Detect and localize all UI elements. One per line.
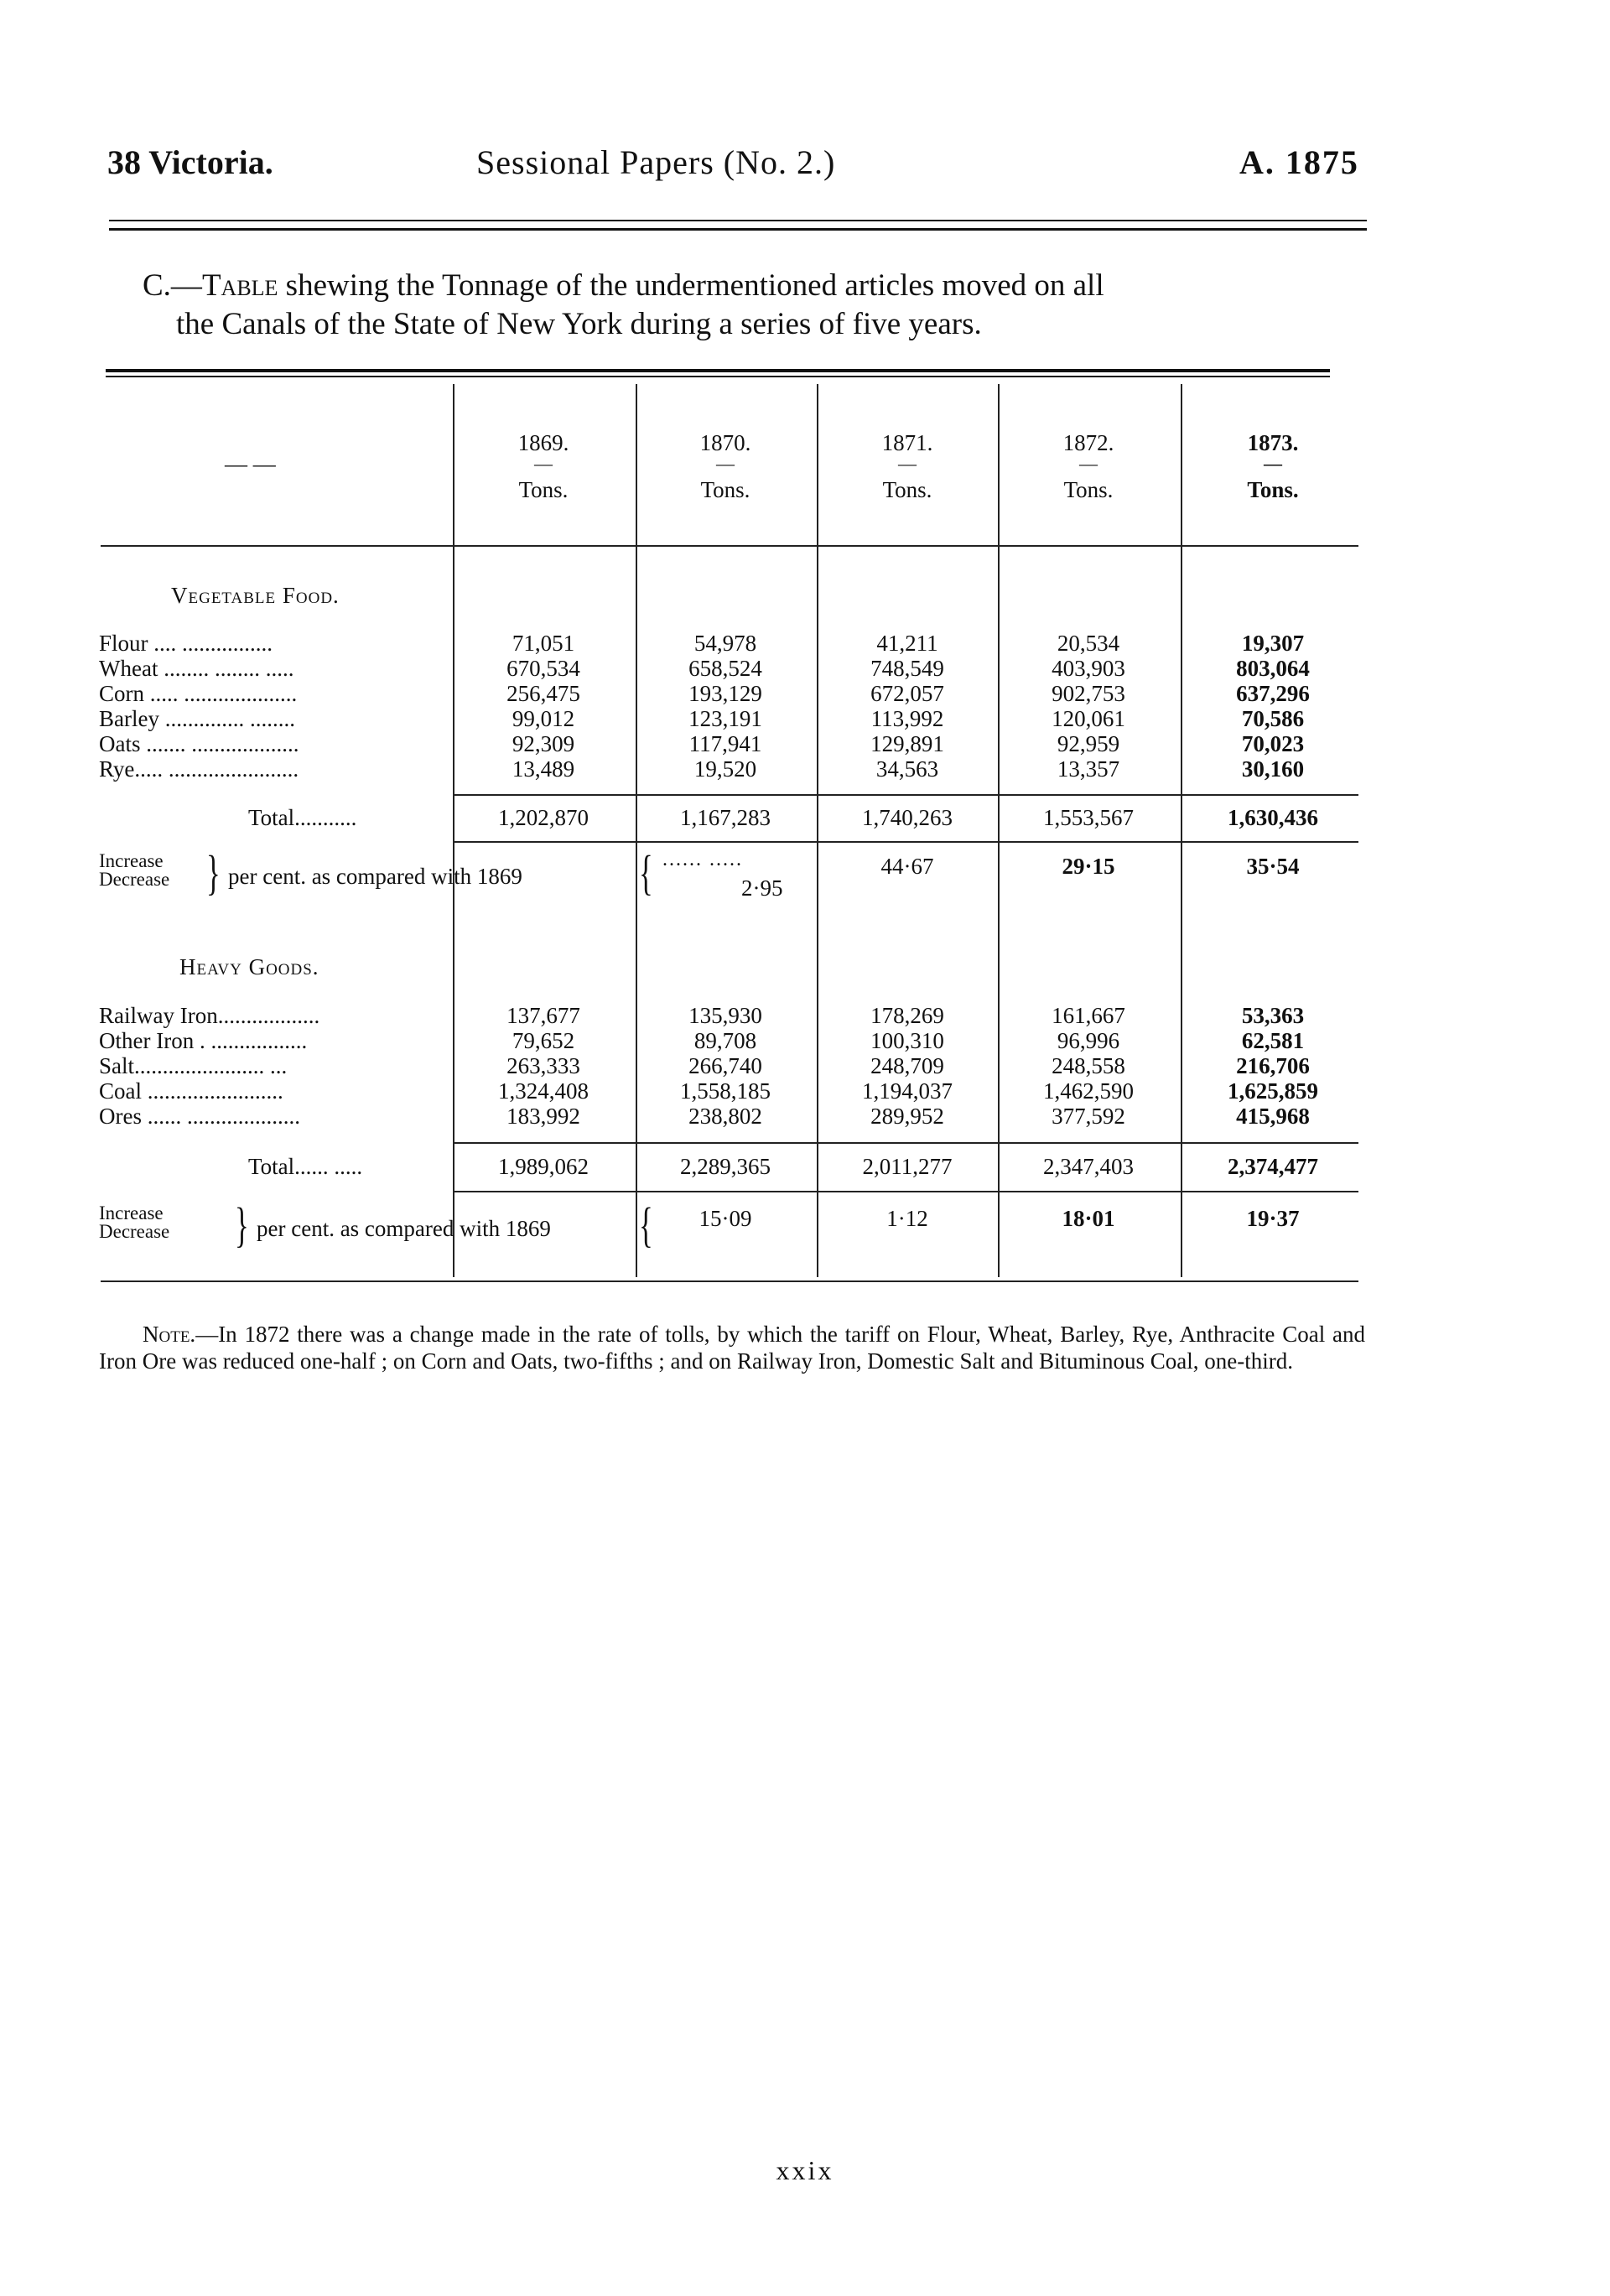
cell: 123,191 xyxy=(688,706,762,731)
year-dash: — xyxy=(898,453,917,474)
cell: 92,959 xyxy=(1057,731,1120,756)
row-label-flour: Flour .... ................ xyxy=(99,631,273,656)
cell: 248,709 xyxy=(870,1053,944,1078)
year-header-1869 xyxy=(460,426,627,506)
cell: 1,558,185 xyxy=(680,1078,771,1104)
heavy-column-1871 xyxy=(823,1003,991,1129)
cell: 99,012 xyxy=(512,706,575,731)
cell: 117,941 xyxy=(688,731,762,756)
cell: 137,677 xyxy=(506,1003,580,1028)
table-note xyxy=(99,1321,1365,1374)
cell: 30,160 xyxy=(1241,756,1305,782)
heavy-pct-1873: 19·37 xyxy=(1246,1206,1300,1231)
row-label-corn: Corn ..... .................... xyxy=(99,681,298,706)
heavy-row-labels xyxy=(99,1003,451,1129)
cell: 1,324,408 xyxy=(498,1078,589,1104)
cell: 377,592 xyxy=(1052,1104,1125,1129)
cell: 135,930 xyxy=(688,1003,762,1028)
year-label: 1873. xyxy=(1247,430,1299,455)
caption-prefix: C.— xyxy=(143,268,202,303)
caption-rule-thick xyxy=(106,369,1330,372)
row-label-ores: Ores ...... .................... xyxy=(99,1104,300,1129)
year-header-1870 xyxy=(641,426,809,506)
cell: 70,586 xyxy=(1241,706,1305,731)
row-label-barley: Barley .............. ........ xyxy=(99,706,295,731)
cell: 161,667 xyxy=(1052,1003,1125,1028)
year-dash: — xyxy=(534,453,553,474)
unit-label: Tons. xyxy=(518,477,569,502)
heavy-column-1869 xyxy=(460,1003,627,1129)
cell: 79,652 xyxy=(512,1028,575,1053)
caption-table-word: Table xyxy=(201,268,278,303)
pct-1870-decrease: 2·95 xyxy=(741,875,783,901)
heavy-column-1873 xyxy=(1189,1003,1357,1129)
cell: 403,903 xyxy=(1052,656,1125,681)
vegetable-column-1872 xyxy=(1005,631,1172,782)
vegetable-compare-label: per cent. as compared with 1869 xyxy=(228,864,522,889)
row-label-oats: Oats ....... ................... xyxy=(99,731,299,756)
header-session: 38 Victoria. xyxy=(107,143,273,181)
row-label-railway-iron: Railway Iron.................. xyxy=(99,1003,320,1028)
cell: 71,051 xyxy=(512,631,575,656)
cell: 1,625,859 xyxy=(1228,1078,1318,1104)
year-label: 1871. xyxy=(881,430,933,455)
vegetable-total-rule-top xyxy=(453,794,1358,796)
heavy-pct-1872: 18·01 xyxy=(1062,1206,1115,1231)
heavy-total-1871: 2,011,277 xyxy=(862,1154,953,1179)
cell: 41,211 xyxy=(876,631,938,656)
cell: 100,310 xyxy=(870,1028,944,1053)
decrease-label: Decrease xyxy=(99,1221,170,1242)
note-label: Note. xyxy=(143,1322,196,1347)
heavy-total-label: Total...... ..... xyxy=(248,1154,363,1179)
vegetable-row-labels xyxy=(99,631,451,782)
heavy-total-1872: 2,347,403 xyxy=(1043,1154,1134,1179)
heavy-column-1870 xyxy=(641,1003,809,1129)
year-dash: — xyxy=(716,453,735,474)
cell: 193,129 xyxy=(688,681,762,706)
header-rule-bottom xyxy=(109,228,1367,231)
cell: 53,363 xyxy=(1241,1003,1305,1028)
caption-rule-thin xyxy=(106,376,1330,377)
heavy-total-rule-bottom xyxy=(453,1191,1358,1192)
table-bottom-rule xyxy=(101,1280,1358,1282)
vegetable-column-1871 xyxy=(823,631,991,782)
cell: 62,581 xyxy=(1241,1028,1305,1053)
vegetable-total-1871: 1,740,263 xyxy=(862,805,953,830)
cell: 902,753 xyxy=(1052,681,1125,706)
row-label-salt: Salt....................... ... xyxy=(99,1053,288,1078)
vegetable-total-label: Total........... xyxy=(248,805,357,830)
cell: 289,952 xyxy=(870,1104,944,1129)
heavy-compare-label: per cent. as compared with 1869 xyxy=(257,1216,551,1241)
cell: 672,057 xyxy=(870,681,944,706)
heavy-total-1869: 1,989,062 xyxy=(498,1154,589,1179)
row-label-wheat: Wheat ........ ........ ..... xyxy=(99,656,294,681)
year-header-1873 xyxy=(1189,426,1357,506)
cell: 20,534 xyxy=(1057,631,1120,656)
unit-label: Tons. xyxy=(1247,477,1299,502)
vegetable-total-1869: 1,202,870 xyxy=(498,805,589,830)
vegetable-column-1873 xyxy=(1189,631,1357,782)
year-label: 1870. xyxy=(699,430,751,455)
vegetable-increase-decrease xyxy=(99,852,169,889)
vegetable-column-1870 xyxy=(641,631,809,782)
cell: 19,307 xyxy=(1241,631,1305,656)
vegetable-total-1873: 1,630,436 xyxy=(1228,805,1318,830)
cell: 13,489 xyxy=(512,756,575,782)
year-label: 1872. xyxy=(1062,430,1114,455)
vegetable-pct-1873: 35·54 xyxy=(1246,854,1300,879)
pct-1870-dots: ...... ..... xyxy=(662,849,743,870)
cell: 256,475 xyxy=(506,681,580,706)
year-label: 1869. xyxy=(517,430,569,455)
heavy-pct-1871: 1·12 xyxy=(886,1206,928,1231)
year-dash: — xyxy=(1079,453,1098,474)
table-caption xyxy=(143,267,1375,344)
row-label-coal: Coal ........................ xyxy=(99,1078,283,1104)
header-rule-top xyxy=(109,220,1367,221)
cell: 13,357 xyxy=(1057,756,1120,782)
stub-header: — — xyxy=(225,451,276,476)
heavy-total-1873: 2,374,477 xyxy=(1228,1154,1318,1179)
decrease-label: Decrease xyxy=(99,869,170,890)
brace-right: } xyxy=(206,845,221,900)
unit-label: Tons. xyxy=(1063,477,1114,502)
cell: 748,549 xyxy=(870,656,944,681)
year-header-1872 xyxy=(1005,426,1172,506)
note-text: —In 1872 there was a change made in the rate of tolls, by which the tariff on Flour, Wheat, Barley, Rye, Anthracite Coal and Iron Ore was reduced one-half ; on Corn and Oats, two-fifths ; and on Railway Iron, Domestic Salt and Bituminous Coal, one-third. xyxy=(99,1322,1365,1374)
cell: 129,891 xyxy=(870,731,944,756)
vegetable-total-1872: 1,553,567 xyxy=(1043,805,1134,830)
header-title: Sessional Papers (No. 2.) xyxy=(476,143,836,181)
page-number: xxix xyxy=(776,2155,834,2185)
increase-label: Increase xyxy=(99,850,164,871)
heavy-total-rule-top xyxy=(453,1142,1358,1144)
vegetable-pct-1871: 44·67 xyxy=(880,854,934,879)
cell: 266,740 xyxy=(688,1053,762,1078)
cell: 178,269 xyxy=(870,1003,944,1028)
heavy-pct-1870: 15·09 xyxy=(699,1206,752,1231)
vegetable-pct-1872: 29·15 xyxy=(1062,854,1115,879)
row-label-other-iron: Other Iron . ................. xyxy=(99,1028,308,1053)
caption-line1: shewing the Tonnage of the undermentioned articles moved on all xyxy=(278,268,1104,303)
cell: 263,333 xyxy=(506,1053,580,1078)
section-heading-heavy: Heavy Goods. xyxy=(179,954,319,979)
cell: 34,563 xyxy=(875,756,939,782)
cell: 658,524 xyxy=(688,656,762,681)
unit-label: Tons. xyxy=(700,477,750,502)
cell: 248,558 xyxy=(1052,1053,1125,1078)
year-dash: — xyxy=(1264,453,1282,474)
brace-left: { xyxy=(639,845,653,900)
cell: 415,968 xyxy=(1236,1104,1310,1129)
cell: 96,996 xyxy=(1057,1028,1120,1053)
cell: 183,992 xyxy=(506,1104,580,1129)
heavy-column-1872 xyxy=(1005,1003,1172,1129)
vegetable-total-rule-bottom xyxy=(453,841,1358,843)
cell: 70,023 xyxy=(1241,731,1305,756)
year-header-1871 xyxy=(823,426,991,506)
vegetable-total-1870: 1,167,283 xyxy=(680,805,771,830)
heavy-increase-decrease xyxy=(99,1204,169,1241)
cell: 238,802 xyxy=(688,1104,762,1129)
heavy-total-1870: 2,289,365 xyxy=(680,1154,771,1179)
vegetable-column-1869 xyxy=(460,631,627,782)
row-label-rye: Rye..... ....................... xyxy=(99,756,299,782)
cell: 89,708 xyxy=(693,1028,757,1053)
cell: 113,992 xyxy=(870,706,944,731)
cell: 1,462,590 xyxy=(1043,1078,1134,1104)
cell: 637,296 xyxy=(1236,681,1310,706)
header-appendix: A. 1875 xyxy=(1239,143,1359,181)
section-heading-vegetable: Vegetable Food. xyxy=(171,583,340,608)
cell: 19,520 xyxy=(693,756,757,782)
brace-left: { xyxy=(639,1197,653,1252)
increase-label: Increase xyxy=(99,1203,164,1223)
brace-right: } xyxy=(235,1197,249,1252)
unit-label: Tons. xyxy=(882,477,932,502)
cell: 54,978 xyxy=(693,631,757,656)
cell: 120,061 xyxy=(1052,706,1125,731)
cell: 670,534 xyxy=(506,656,580,681)
cell: 803,064 xyxy=(1236,656,1310,681)
cell: 1,194,037 xyxy=(862,1078,953,1104)
cell: 216,706 xyxy=(1236,1053,1310,1078)
caption-line2: the Canals of the State of New York during a series of five years. xyxy=(176,307,982,341)
header-row-rule xyxy=(101,545,1358,547)
cell: 92,309 xyxy=(512,731,575,756)
